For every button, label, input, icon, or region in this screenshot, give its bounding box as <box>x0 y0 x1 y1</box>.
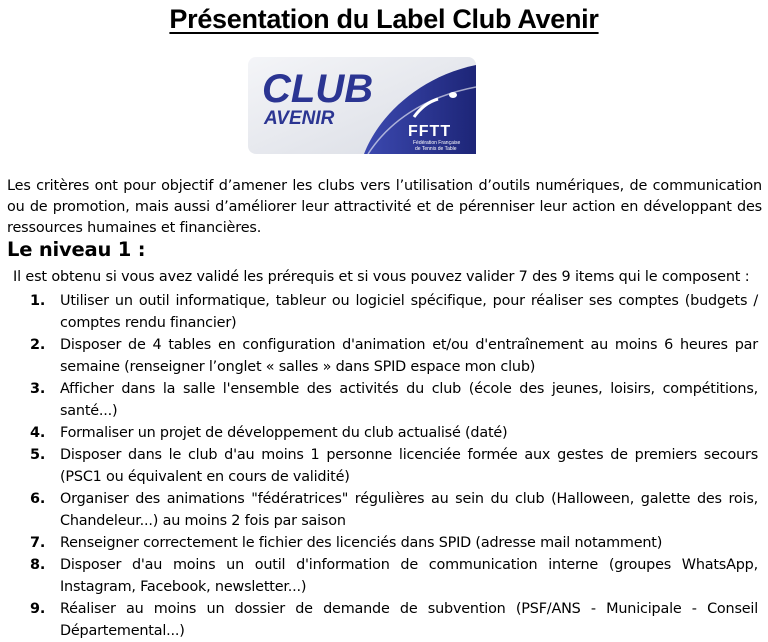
item-number: 7. <box>30 535 46 551</box>
item-text: Renseigner correctement le fichier des licenciés dans SPID (adresse mail notamment) <box>60 535 663 551</box>
item-text: Disposer d'au moins un outil d'information de communication interne (groupes WhatsApp, Instagram, Facebook, newsletter...) <box>60 557 758 595</box>
page-title: Présentation du Label Club Avenir <box>169 4 599 34</box>
item-number: 4. <box>30 425 46 441</box>
item-text: Disposer dans le club d'au moins 1 personne licenciée formée aux gestes de premiers secours (PSC1 ou équivalent en cours de validité) <box>60 447 758 485</box>
club-avenir-logo <box>248 57 476 154</box>
item-text: Afficher dans la salle l'ensemble des activités du club (école des jeunes, loisirs, compétitions, santé...) <box>60 381 758 419</box>
criteria-item <box>30 444 758 488</box>
criteria-item <box>30 290 758 334</box>
item-number: 9. <box>30 601 46 617</box>
level-heading: Le niveau 1 : <box>7 238 146 261</box>
logo-line1: CLUB <box>262 67 374 111</box>
criteria-item <box>30 422 758 444</box>
criteria-item <box>30 598 758 642</box>
item-number: 5. <box>30 447 46 463</box>
item-number: 6. <box>30 491 46 507</box>
item-number: 1. <box>30 293 46 309</box>
item-text: Utiliser un outil informatique, tableur ou logiciel spécifique, pour réaliser ses comptes (budgets / comptes rendu financier) <box>60 293 758 331</box>
item-number: 3. <box>30 381 46 397</box>
item-text: Organiser des animations "fédératrices" régulières au sein du club (Halloween, galette des rois, Chandeleur...) au moins 2 fois par saison <box>60 491 758 529</box>
criteria-item <box>30 554 758 598</box>
logo-org-full-2: de Tennis de Table <box>415 146 457 152</box>
criteria-item <box>30 488 758 532</box>
intro-paragraph: Les critères ont pour objectif d’amener les clubs vers l’utilisation d’outils numériques, de communication ou de promotion, mais aussi d’améliorer leur attractivité et de pérenniser leur action en développant des ressources humaines et financières. <box>7 178 762 236</box>
level-lead-text: Il est obtenu si vous avez validé les prérequis et si vous pouvez valider 7 des 9 items qui le composent : <box>13 269 750 285</box>
criteria-item <box>30 532 758 554</box>
criteria-item <box>30 378 758 422</box>
logo-line2: AVENIR <box>264 108 335 129</box>
item-number: 2. <box>30 337 46 353</box>
logo-org-full-1: Fédération Française <box>413 140 461 146</box>
item-number: 8. <box>30 557 46 573</box>
criteria-list <box>30 290 758 642</box>
item-text: Disposer de 4 tables en configuration d'animation et/ou d'entraînement au moins 6 heures par semaine (renseigner l’onglet « salles » dans SPID espace mon club) <box>60 337 758 375</box>
logo-org-short: FFTT <box>408 123 452 140</box>
item-text: Réaliser au moins un dossier de demande de subvention (PSF/ANS - Municipale - Conseil Départemental...) <box>60 601 758 639</box>
criteria-item <box>30 334 758 378</box>
item-text: Formaliser un projet de développement du club actualisé (daté) <box>60 425 508 441</box>
